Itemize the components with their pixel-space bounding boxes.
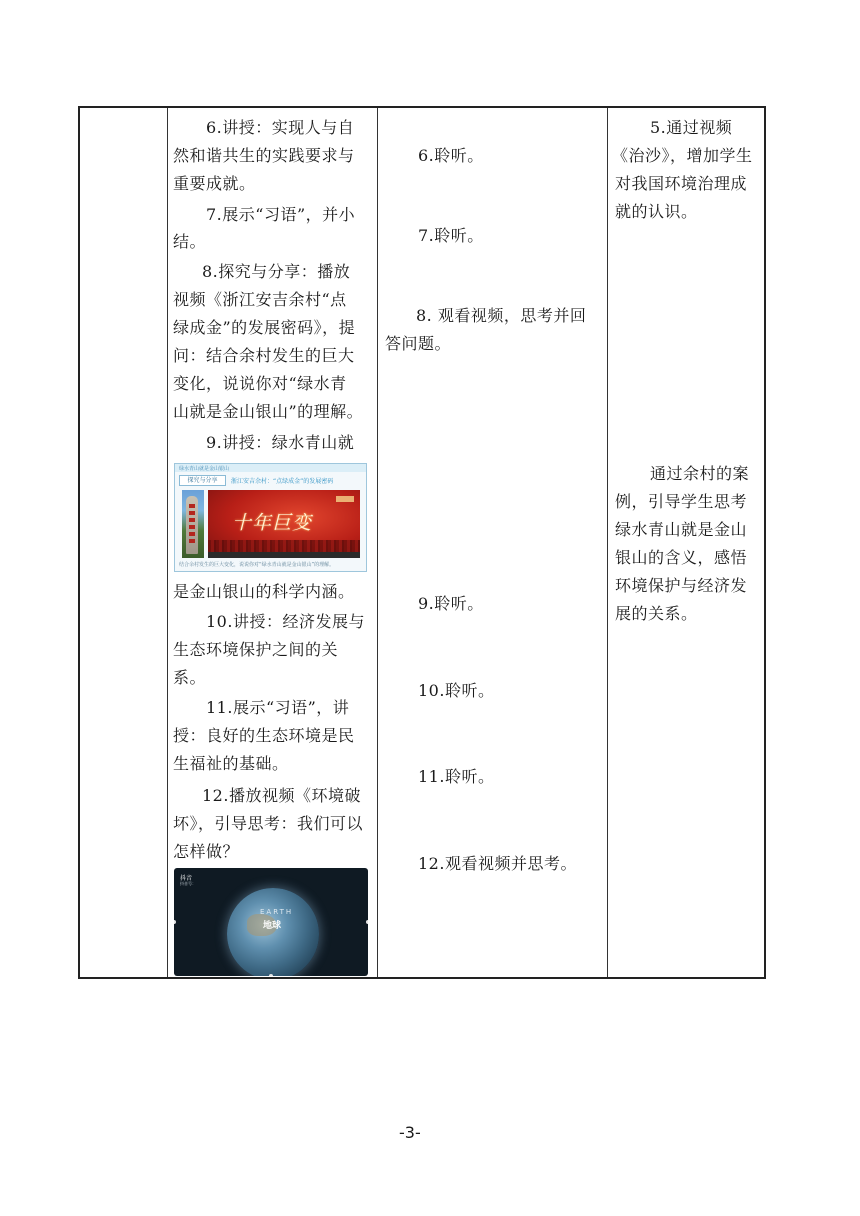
slide-topbar	[175, 464, 366, 472]
earth-title-cn: 地球	[263, 921, 282, 931]
frame-handle	[174, 920, 176, 924]
teacher-step-11-line1: 11.展示“习语”，讲	[206, 698, 350, 717]
student-step-8-line2: 答问题。	[385, 334, 452, 353]
stone-monument	[186, 496, 198, 554]
city-skyline	[208, 540, 360, 552]
student-step-9: 9.聆听。	[418, 594, 484, 613]
slide-screenshot-yucun	[174, 463, 367, 572]
teacher-step-10-line1: 10.讲授：经济发展与	[206, 612, 365, 631]
frame-handle	[366, 920, 368, 924]
video-control-bar	[208, 552, 360, 558]
earth-title-en: EARTH	[260, 908, 294, 916]
frame-handle	[269, 974, 273, 976]
teacher-step-8-line1: 8.探究与分享：播放	[202, 262, 351, 281]
video-title: 十年巨变	[232, 512, 313, 534]
column-divider	[607, 108, 608, 977]
intent-5-line1: 5.通过视频	[650, 118, 733, 137]
teacher-step-9-line1: 9.讲授：绿水青山就	[206, 433, 355, 452]
teacher-step-6-line3: 重要成就。	[173, 174, 256, 193]
slide-topbar-text: 绿水青山就是金山银山	[179, 466, 230, 472]
intent-yucun-line1: 通过余村的案	[650, 464, 750, 483]
intent-5-line2: 《治沙》，增加学生	[612, 146, 753, 165]
teacher-step-7-line1: 7.展示“习语”，并小	[206, 205, 356, 224]
teacher-step-11-line3: 生福祉的基础。	[173, 754, 289, 773]
video-logo	[336, 496, 354, 502]
intent-yucun-line3: 绿水青山就是金山	[615, 520, 748, 539]
teacher-step-6-line2: 然和谐共生的实践要求与	[173, 146, 355, 165]
teacher-step-10-line3: 系。	[173, 668, 207, 687]
video-thumbnail	[208, 490, 360, 558]
teacher-step-7-line2: 结。	[173, 232, 207, 251]
intent-yucun-line5: 环境保护与经济发	[615, 576, 748, 595]
teacher-step-6-line1: 6.讲授：实现人与自	[206, 118, 355, 137]
slide-tag: 探究与分享	[179, 475, 226, 486]
column-divider	[167, 108, 168, 977]
teacher-step-11-line2: 授：良好的生态环境是民	[173, 726, 355, 745]
earth-globe	[227, 888, 319, 976]
intent-5-line3: 对我国环境治理成	[615, 174, 748, 193]
teacher-step-8-line6: 山就是金山银山”的理解。	[173, 402, 364, 421]
teacher-step-12-line3: 怎样做？	[173, 842, 240, 861]
column-divider	[377, 108, 378, 977]
teacher-step-8-line2: 视频《浙江安吉余村“点	[173, 290, 347, 309]
teacher-step-8-line3: 绿成金”的发展密码》，提	[173, 318, 356, 337]
teacher-step-12-line1: 12.播放视频《环境破	[202, 786, 361, 805]
student-step-6: 6.聆听。	[418, 146, 484, 165]
app-account-id: 抖音号：	[180, 881, 196, 886]
page-number: -3-	[399, 1123, 421, 1142]
intent-yucun-line6: 展的关系。	[615, 604, 698, 623]
intent-yucun-line4: 银山的含义，感悟	[615, 548, 748, 567]
student-step-12: 12.观看视频并思考。	[418, 854, 577, 873]
intent-yucun-line2: 例，引导学生思考	[615, 492, 748, 511]
teacher-step-9-line2: 是金山银山的科学内涵。	[173, 582, 355, 601]
student-step-7: 7.聆听。	[418, 226, 484, 245]
app-logo: 抖音	[180, 875, 193, 882]
slide-caption: 结合余村发生的巨大变化，说说你对“绿水青山就是金山银山”的理解。	[179, 562, 335, 568]
teacher-step-8-line5: 变化，说说你对“绿水青	[173, 374, 347, 393]
video-screenshot-earth	[174, 868, 368, 976]
intent-5-line4: 就的认识。	[615, 202, 698, 221]
teacher-step-8-line4: 问：结合余村发生的巨大	[173, 346, 355, 365]
teacher-step-10-line2: 生态环境保护之间的关	[173, 640, 339, 659]
student-step-11: 11.聆听。	[418, 767, 495, 786]
student-step-8-line1: 8. 观看视频，思考并回	[416, 306, 587, 325]
teacher-step-12-line2: 坏》，引导思考：我们可以	[173, 814, 364, 833]
slide-heading: 浙江安吉余村：“点绿成金”的发展密码	[231, 478, 334, 485]
student-step-10: 10.聆听。	[418, 681, 495, 700]
